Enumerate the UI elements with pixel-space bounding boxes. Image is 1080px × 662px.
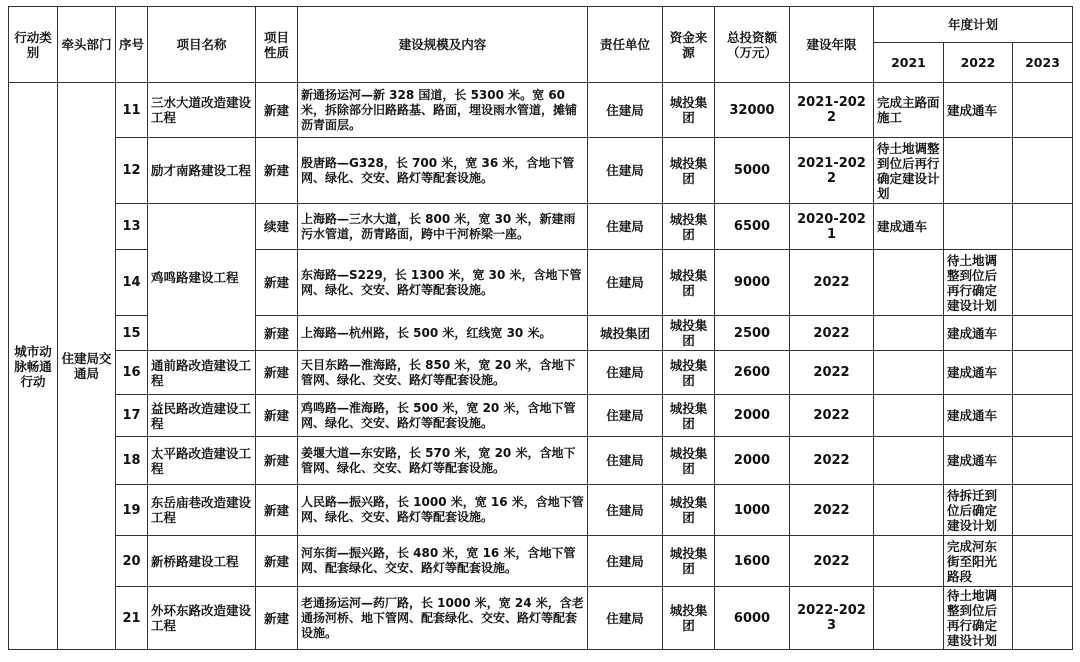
plan-2023 bbox=[1013, 83, 1073, 138]
project-scope: 上海路—三水大道，长 800 米，宽 30 米，新建雨污水管道，沥青路面，跨中干河桥梁一座。 bbox=[298, 204, 588, 250]
responsible-unit: 住建局 bbox=[588, 437, 663, 485]
table-row bbox=[9, 138, 1073, 204]
project-scope: 东海路—S229，长 1300 米，宽 30 米，含地下管网、绿化、交安、路灯等配套设施。 bbox=[298, 250, 588, 316]
investment: 2600 bbox=[715, 351, 790, 395]
plan-2023 bbox=[1013, 250, 1073, 316]
plan-2022: 建成通车 bbox=[944, 316, 1013, 351]
project-nature: 新建 bbox=[256, 83, 298, 138]
project-nature: 新建 bbox=[256, 536, 298, 587]
plan-2023 bbox=[1013, 204, 1073, 250]
project-scope: 河东街—振兴路，长 480 米，宽 16 米，含地下管网、配套绿化、交安、路灯等配套设施。 bbox=[298, 536, 588, 587]
responsible-unit: 住建局 bbox=[588, 83, 663, 138]
table-row bbox=[9, 351, 1073, 395]
header-nature: 项目性质 bbox=[256, 7, 298, 83]
row-index: 11 bbox=[116, 83, 148, 138]
header-scope: 建设规模及内容 bbox=[298, 7, 588, 83]
header-name: 项目名称 bbox=[148, 7, 256, 83]
project-scope: 人民路—振兴路，长 1000 米，宽 16 米，含地下管网、绿化、交安、路灯等配套设施。 bbox=[298, 485, 588, 536]
project-nature: 新建 bbox=[256, 250, 298, 316]
project-scope: 姜堰大道—东安路，长 570 米，宽 20 米，含地下管网、绿化、交安、路灯等配套设施。 bbox=[298, 437, 588, 485]
plan-2022: 建成通车 bbox=[944, 83, 1013, 138]
fund-source: 城投集团 bbox=[663, 395, 715, 437]
responsible-unit: 住建局 bbox=[588, 536, 663, 587]
plan-2022: 建成通车 bbox=[944, 437, 1013, 485]
plan-2023 bbox=[1013, 316, 1073, 351]
header-department: 牵头部门 bbox=[58, 7, 116, 83]
fund-source: 城投集团 bbox=[663, 138, 715, 204]
project-name: 新桥路建设工程 bbox=[148, 536, 256, 587]
row-index: 21 bbox=[116, 587, 148, 650]
project-name: 通前路改造建设工程 bbox=[148, 351, 256, 395]
plan-2021 bbox=[874, 485, 944, 536]
project-name: 太平路改造建设工程 bbox=[148, 437, 256, 485]
row-index: 19 bbox=[116, 485, 148, 536]
plan-2021 bbox=[874, 250, 944, 316]
row-index: 14 bbox=[116, 250, 148, 316]
investment: 6500 bbox=[715, 204, 790, 250]
fund-source: 城投集团 bbox=[663, 250, 715, 316]
period: 2022 bbox=[790, 485, 874, 536]
investment: 2500 bbox=[715, 316, 790, 351]
plan-2022: 建成通车 bbox=[944, 351, 1013, 395]
row-index: 18 bbox=[116, 437, 148, 485]
project-nature: 新建 bbox=[256, 485, 298, 536]
row-index: 20 bbox=[116, 536, 148, 587]
plan-2023 bbox=[1013, 587, 1073, 650]
responsible-unit: 住建局 bbox=[588, 395, 663, 437]
table-row bbox=[9, 83, 1073, 138]
header-unit: 责任单位 bbox=[588, 7, 663, 83]
period: 2022 bbox=[790, 437, 874, 485]
project-name: 励才南路建设工程 bbox=[148, 138, 256, 204]
table-row bbox=[9, 204, 1073, 250]
responsible-unit: 住建局 bbox=[588, 587, 663, 650]
table-row bbox=[9, 437, 1073, 485]
project-scope: 鸡鸣路—淮海路，长 500 米，宽 20 米，含地下管网、绿化、交安、路灯等配套设施。 bbox=[298, 395, 588, 437]
period: 2022 bbox=[790, 316, 874, 351]
plan-2022: 完成河东街至阳光路段 bbox=[944, 536, 1013, 587]
header-investment: 总投资额（万元） bbox=[715, 7, 790, 83]
period: 2021-2022 bbox=[790, 138, 874, 204]
plan-2023 bbox=[1013, 485, 1073, 536]
plan-2022 bbox=[944, 204, 1013, 250]
header-year-2021: 2021 bbox=[874, 43, 944, 83]
plan-2023 bbox=[1013, 138, 1073, 204]
row-index: 15 bbox=[116, 316, 148, 351]
period: 2022 bbox=[790, 536, 874, 587]
plan-2021: 完成主路面施工 bbox=[874, 83, 944, 138]
project-nature: 新建 bbox=[256, 138, 298, 204]
responsible-unit: 住建局 bbox=[588, 138, 663, 204]
plan-2023 bbox=[1013, 437, 1073, 485]
header-index: 序号 bbox=[116, 7, 148, 83]
responsible-unit: 城投集团 bbox=[588, 316, 663, 351]
header-year-2022: 2022 bbox=[944, 43, 1013, 83]
project-name: 三水大道改造建设工程 bbox=[148, 83, 256, 138]
investment: 2000 bbox=[715, 395, 790, 437]
responsible-unit: 住建局 bbox=[588, 351, 663, 395]
row-index: 12 bbox=[116, 138, 148, 204]
project-scope: 天目东路—淮海路，长 850 米，宽 20 米，含地下管网、绿化、交安、路灯等配套设施。 bbox=[298, 351, 588, 395]
plan-2022: 建成通车 bbox=[944, 395, 1013, 437]
fund-source: 城投集团 bbox=[663, 83, 715, 138]
fund-source: 城投集团 bbox=[663, 437, 715, 485]
plan-2021: 建成通车 bbox=[874, 204, 944, 250]
period: 2022 bbox=[790, 250, 874, 316]
table-row bbox=[9, 395, 1073, 437]
project-nature: 新建 bbox=[256, 395, 298, 437]
plan-2021 bbox=[874, 316, 944, 351]
period: 2020-2021 bbox=[790, 204, 874, 250]
plan-2022: 待拆迁到位后确定建设计划 bbox=[944, 485, 1013, 536]
responsible-unit: 住建局 bbox=[588, 485, 663, 536]
project-nature: 新建 bbox=[256, 351, 298, 395]
row-index: 16 bbox=[116, 351, 148, 395]
plan-2022: 待土地调整到位后再行确定建设计划 bbox=[944, 587, 1013, 650]
project-nature: 新建 bbox=[256, 587, 298, 650]
investment: 32000 bbox=[715, 83, 790, 138]
plan-2021 bbox=[874, 395, 944, 437]
period: 2021-2022 bbox=[790, 83, 874, 138]
row-index: 13 bbox=[116, 204, 148, 250]
row-index: 17 bbox=[116, 395, 148, 437]
table-row bbox=[9, 485, 1073, 536]
fund-source: 城投集团 bbox=[663, 351, 715, 395]
fund-source: 城投集团 bbox=[663, 536, 715, 587]
plan-2022: 待土地调整到位后再行确定建设计划 bbox=[944, 250, 1013, 316]
period: 2022-2023 bbox=[790, 587, 874, 650]
project-scope: 老通扬运河—药厂路，长 1000 米，宽 24 米，含老通扬河桥、地下管网、配套绿化、交安、路灯等配套设施。 bbox=[298, 587, 588, 650]
responsible-unit: 住建局 bbox=[588, 204, 663, 250]
project-name: 外环东路改造建设工程 bbox=[148, 587, 256, 650]
investment: 5000 bbox=[715, 138, 790, 204]
project-nature: 新建 bbox=[256, 437, 298, 485]
plan-2021 bbox=[874, 351, 944, 395]
header-year-2023: 2023 bbox=[1013, 43, 1073, 83]
investment: 9000 bbox=[715, 250, 790, 316]
header-period: 建设年限 bbox=[790, 7, 874, 83]
project-scope: 殷唐路—G328，长 700 米，宽 36 米，含地下管网、绿化、交安、路灯等配套设施。 bbox=[298, 138, 588, 204]
plan-2021 bbox=[874, 587, 944, 650]
project-table-container bbox=[8, 6, 1072, 650]
table-row bbox=[9, 536, 1073, 587]
plan-2023 bbox=[1013, 536, 1073, 587]
department-cell: 住建局交通局 bbox=[58, 83, 116, 650]
period: 2022 bbox=[790, 351, 874, 395]
investment: 2000 bbox=[715, 437, 790, 485]
project-nature: 续建 bbox=[256, 204, 298, 250]
category-cell: 城市动脉畅通行动 bbox=[9, 83, 58, 650]
plan-2021 bbox=[874, 536, 944, 587]
investment: 6000 bbox=[715, 587, 790, 650]
plan-2021 bbox=[874, 437, 944, 485]
header-category: 行动类别 bbox=[9, 7, 58, 83]
plan-2023 bbox=[1013, 395, 1073, 437]
project-name: 益民路改造建设工程 bbox=[148, 395, 256, 437]
fund-source: 城投集团 bbox=[663, 316, 715, 351]
header-fund: 资金来源 bbox=[663, 7, 715, 83]
header-plan: 年度计划 bbox=[874, 7, 1073, 43]
project-name: 东岳庙巷改造建设工程 bbox=[148, 485, 256, 536]
project-name-jiming: 鸡鸣路建设工程 bbox=[148, 204, 256, 351]
fund-source: 城投集团 bbox=[663, 485, 715, 536]
responsible-unit: 住建局 bbox=[588, 250, 663, 316]
investment: 1600 bbox=[715, 536, 790, 587]
project-table bbox=[8, 6, 1073, 650]
fund-source: 城投集团 bbox=[663, 204, 715, 250]
period: 2022 bbox=[790, 395, 874, 437]
project-scope: 上海路—杭州路，长 500 米，红线宽 30 米。 bbox=[298, 316, 588, 351]
project-scope: 新通扬运河—新 328 国道，长 5300 米。宽 60 米，拆除部分旧路路基、路面，埋设雨水管道，摊铺沥青面层。 bbox=[298, 83, 588, 138]
plan-2023 bbox=[1013, 351, 1073, 395]
plan-2021: 待土地调整到位后再行确定建设计划 bbox=[874, 138, 944, 204]
table-row bbox=[9, 587, 1073, 650]
investment: 1000 bbox=[715, 485, 790, 536]
fund-source: 城投集团 bbox=[663, 587, 715, 650]
plan-2022 bbox=[944, 138, 1013, 204]
project-nature: 新建 bbox=[256, 316, 298, 351]
